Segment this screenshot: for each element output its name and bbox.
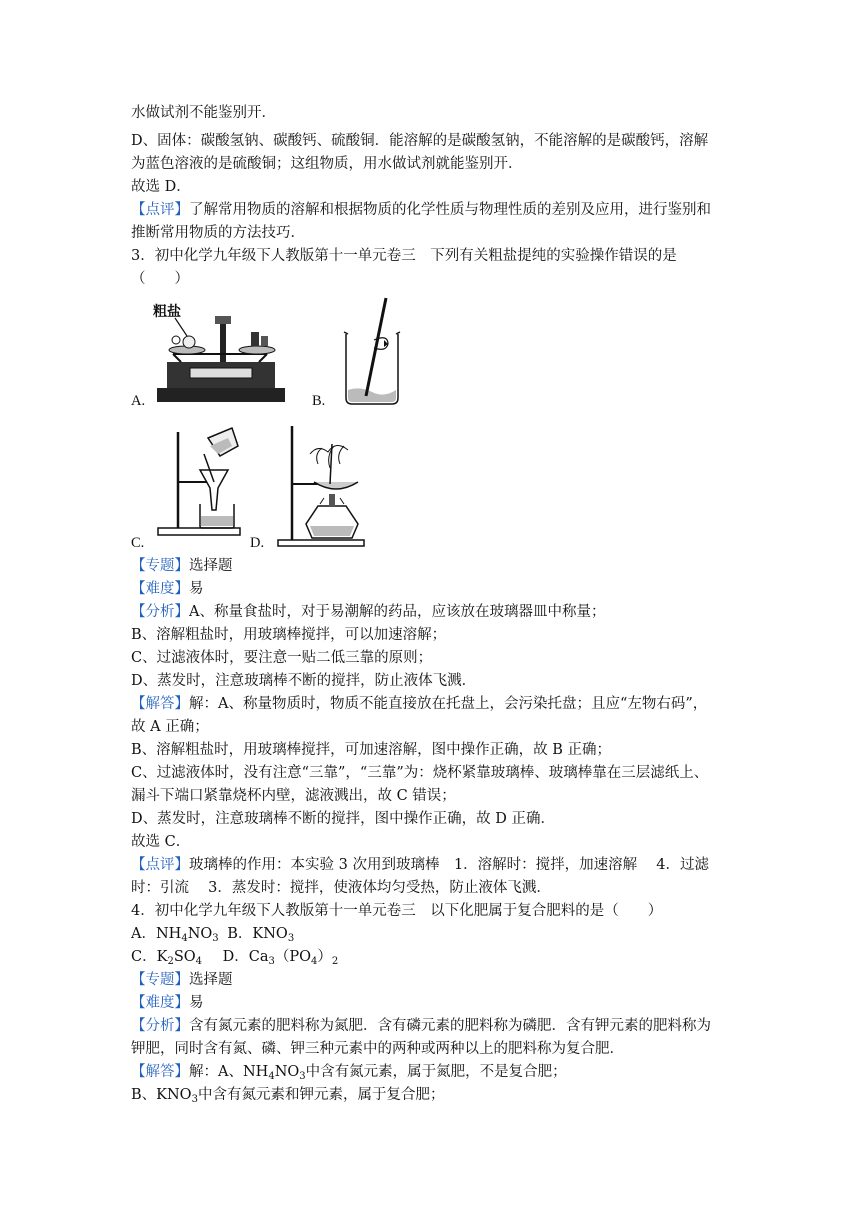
review-line: 【点评】了解常用物质的溶解和根据物质的化学性质与物理性质的差别及应用，进行鉴别和 [131, 202, 711, 218]
analysis-tag: 【分析】 [131, 604, 189, 620]
option-b: B．$KNO_3$ [227, 926, 295, 944]
text-line: 故选 C． [131, 834, 191, 850]
text-line: 钾肥，同时含有氮、磷、钾三种元素中的两种或两种以上的肥料称为复合肥． [131, 1041, 624, 1057]
text-line: B、$KNO_3$中含有氮元素和钾元素，属于复合肥； [131, 1087, 445, 1105]
difficulty-line: 【难度】易 [131, 581, 204, 597]
answer-tag: 【解答】 [131, 1064, 189, 1080]
option-c: C．$K_2SO_4$ [131, 949, 203, 967]
option-c-label: C. [131, 535, 145, 551]
option-d-label: D. [250, 535, 265, 551]
text-line: 故选 D． [131, 179, 191, 195]
analysis-line: 【分析】含有氮元素的肥料称为氮肥．含有磷元素的肥料称为磷肥．含有钾元素的肥料称为 [131, 1018, 711, 1034]
option-b-label: B. [312, 393, 326, 409]
topic-line: 【专题】选择题 [131, 558, 233, 574]
topic-tag: 【专题】 [131, 558, 189, 574]
option-d: D．$Ca_3(PO_4)_2$ [222, 949, 339, 967]
text-line: 漏斗下端口紧靠烧杯内壁，滤液溅出，故 C 错误； [131, 788, 456, 804]
balance-scale-figure [145, 296, 295, 408]
review-tag: 【点评】 [131, 857, 189, 873]
answer-line: 【解答】解：A、称量物质时，物质不能直接放在托盘上，会污染托盘；且应“左物右码”， [131, 696, 708, 712]
filtration-figure [152, 424, 247, 538]
topic-line: 【专题】选择题 [131, 972, 233, 988]
text-line: D、蒸发时，注意玻璃棒不断的搅拌，防止液体飞溅． [131, 673, 477, 689]
option-a-label: A. [131, 393, 146, 409]
topic-tag: 【专题】 [131, 972, 189, 988]
text-line: 故 A 正确； [131, 719, 209, 735]
evaporation-figure [274, 424, 369, 548]
difficulty-tag: 【难度】 [131, 995, 189, 1011]
text-line: D、固体：碳酸氢钠、碳酸钙、硫酸铜．能溶解的是碳酸氢钠，不能溶解的是碳酸钙，溶解 [131, 133, 709, 149]
beaker-stirring-figure [340, 294, 404, 408]
crude-salt-label: 粗盐 [153, 303, 181, 319]
difficulty-line: 【难度】易 [131, 995, 204, 1011]
text-line: 为蓝色溶液的是硫酸铜；这组物质，用水做试剂就能鉴别开． [131, 156, 523, 172]
review-tag: 【点评】 [131, 202, 189, 218]
difficulty-tag: 【难度】 [131, 581, 189, 597]
text-line: B、溶解粗盐时，用玻璃棒搅拌，可加速溶解，图中操作正确，故 B 正确； [131, 742, 612, 758]
text-line: 水做试剂不能鉴别开． [131, 105, 276, 121]
text-line: D、蒸发时，注意玻璃棒不断的搅拌，图中操作正确，故 D 正确． [131, 811, 555, 827]
analysis-line: 【分析】A、称量食盐时，对于易潮解的药品，应该放在玻璃器皿中称量； [131, 604, 606, 620]
analysis-tag: 【分析】 [131, 1018, 189, 1034]
text-line: C、过滤液体时，没有注意“三靠”，“三靠”为：烧杯紧靠玻璃棒、玻璃棒靠在三层滤纸上、 [131, 765, 709, 781]
option-a: A．$NH_4NO_3$ [131, 926, 219, 944]
options-row-ab [131, 924, 741, 949]
text-line: B、溶解粗盐时，用玻璃棒搅拌，可以加速溶解； [131, 627, 447, 643]
options-row-cd [131, 947, 741, 972]
answer-blank: （ ） [131, 271, 189, 287]
answer-tag: 【解答】 [131, 696, 189, 712]
answer-line: 【解答】解：A、$NH_4NO_3$中含有氮元素，属于氮肥，不是复合肥； [131, 1064, 567, 1082]
text-line: 推断常用物质的方法技巧． [131, 225, 305, 241]
question-title: 4．初中化学九年级下人教版第十一单元卷三 以下化肥属于复合肥料的是（ ） [131, 903, 663, 919]
question-title: 3．初中化学九年级下人教版第十一单元卷三 下列有关粗盐提纯的实验操作错误的是 [131, 248, 677, 264]
text-line: C、过滤液体时，要注意一贴二低三靠的原则； [131, 650, 433, 666]
review-line: 【点评】玻璃棒的作用：本实验 3 次用到玻璃棒 1．溶解时：搅拌，加速溶解 4．过滤 [131, 857, 710, 873]
text-line: 时：引流 3．蒸发时：搅拌，使液体均匀受热，防止液体飞溅． [131, 880, 551, 896]
